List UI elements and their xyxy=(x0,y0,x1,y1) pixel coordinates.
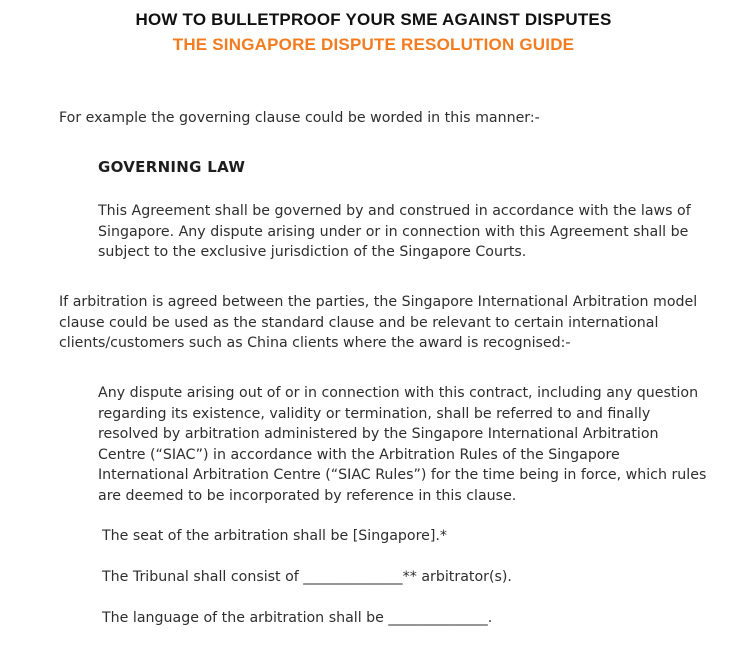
page-title: HOW TO BULLETPROOF YOUR SME AGAINST DISPUTES xyxy=(135,10,612,29)
governing-law-heading: GOVERNING LAW xyxy=(98,158,246,176)
tribunal-composition-line: The Tribunal shall consist of ______________** arbitrator(s). xyxy=(102,569,512,585)
arbitration-language-line: The language of the arbitration shall be ______________. xyxy=(102,610,493,626)
governing-law-clause: This Agreement shall be governed by and construed in accordance with the laws of Singapore. Any dispute arising under or in connection with this Agreement shall be subject to the exclusive jurisdiction of the Singapore Courts. xyxy=(98,203,691,260)
page-subtitle: THE SINGAPORE DISPUTE RESOLUTION GUIDE xyxy=(172,35,575,54)
intro-paragraph: For example the governing clause could be worded in this manner:- xyxy=(59,110,540,126)
arbitration-intro-paragraph: If arbitration is agreed between the parties, the Singapore International Arbitration model clause could be used as the standard clause and be relevant to certain international clients/customers such as China clients where the award is recognised:- xyxy=(59,294,698,351)
arbitration-model-clause: Any dispute arising out of or in connection with this contract, including any question regarding its existence, validity or termination, shall be referred to and finally resolved by arbitration administered by the Singapore International Arbitration Centre (“SIAC”) in accordance with the Arbitration Rules of the Singapore International Arbitration Centre (“SIAC Rules”) for the time being in force, which rules are deemed to be incorporated by reference in this clause. xyxy=(98,385,707,504)
seat-of-arbitration-line: The seat of the arbitration shall be [Singapore].* xyxy=(102,528,447,544)
